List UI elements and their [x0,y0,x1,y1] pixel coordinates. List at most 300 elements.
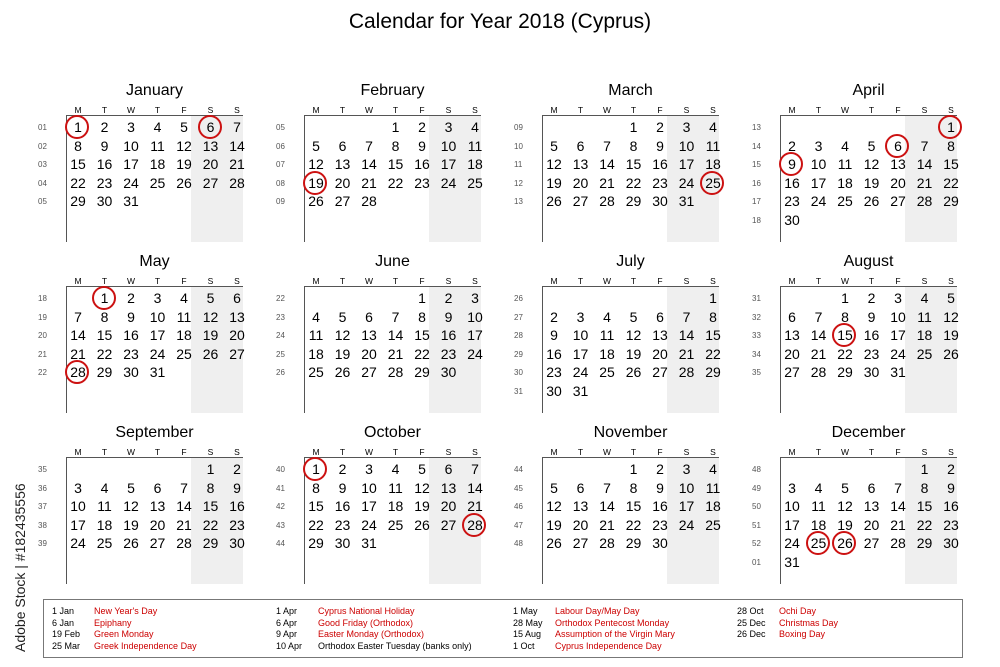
week-number: 05 [38,197,47,206]
page-title: Calendar for Year 2018 (Cyprus) [348,10,652,33]
day-header: S [948,276,954,286]
day-cell: 29 [837,364,853,380]
day-cell: 20 [572,174,589,191]
holiday-circle [65,115,89,139]
day-header: W [602,105,612,115]
day-header: F [895,105,901,115]
day-cell: 16 [123,327,139,343]
day-cell: 15 [387,156,404,172]
day-cell: 20 [652,345,668,362]
month-name: August [843,253,894,270]
day-cell: 25 [387,516,404,533]
day-cell: 20 [334,174,351,191]
day-header: W [126,276,136,286]
day-cell: 11 [388,479,403,496]
week-number: 46 [514,502,523,511]
week-number: 32 [752,312,761,322]
day-cell: 26 [414,516,430,533]
day-cell: 3 [788,479,796,496]
day-cell: 12 [202,308,219,325]
header-rule [66,286,243,287]
day-cell: 22 [202,516,219,533]
day-cell: 10 [678,479,695,496]
day-header: M [788,276,796,286]
month-name: October [364,424,421,441]
day-cell: 22 [70,174,86,191]
week-number: 35 [752,368,761,377]
day-cell: 28 [229,174,245,191]
day-header: F [419,276,425,286]
day-cell: 3 [153,290,162,306]
legend-column [513,606,733,652]
day-cell: 30 [229,535,245,551]
day-cell: 31 [890,364,906,380]
week-number: 44 [276,539,285,548]
day-header: W [126,447,136,457]
day-cell: 14 [599,156,615,172]
day-cell: 15 [202,498,219,514]
holiday-date: 28 Oct [737,606,764,616]
day-cell: 11 [467,137,483,154]
day-cell: 3 [127,119,135,135]
day-cell: 1 [920,461,929,477]
month-october [276,424,481,584]
holiday-circle [779,152,803,176]
day-header: F [181,447,187,457]
day-cell: 21 [387,345,404,362]
week-number: 45 [514,483,523,493]
day-cell: 27 [440,516,457,533]
day-cell: 30 [652,535,668,551]
day-header: S [472,105,478,115]
day-header: M [312,447,320,457]
month-name: March [608,82,653,99]
day-cell: 24 [572,364,589,380]
day-cell: 31 [784,553,800,570]
day-cell: 22 [387,174,404,191]
day-cell: 2 [100,119,109,135]
day-cell: 21 [70,345,86,362]
day-cell: 13 [361,327,377,343]
day-cell: 28 [599,193,615,209]
day-cell: 10 [810,156,827,172]
day-cell: 10 [890,308,906,325]
holiday-name: Labour Day/May Day [555,606,640,616]
day-cell: 21 [176,516,192,533]
holiday-name: Christmas Day [779,617,839,628]
month-name: December [831,424,906,441]
day-header: M [74,276,82,286]
week-number: 49 [752,483,761,493]
holiday-name: Greek Independence Day [94,640,197,651]
day-header: M [74,447,82,457]
day-cell: 10 [70,498,86,514]
holiday-name: Boxing Day [779,629,826,639]
day-cell: 11 [97,498,112,514]
week-number: 08 [276,178,285,188]
holiday-legend [43,599,963,658]
week-number: 29 [514,349,523,359]
day-cell: 30 [123,364,139,380]
day-cell: 26 [202,345,219,362]
day-cell: 20 [890,174,906,191]
day-header: W [126,105,136,115]
week-number: 18 [38,294,47,303]
day-header: T [339,276,346,286]
week-number: 13 [514,197,523,206]
day-cell: 23 [943,516,959,533]
header-rule [304,115,481,116]
day-cell: 27 [572,193,589,209]
day-cell: 15 [70,156,86,172]
holiday-name: Assumption of the Virgin Mary [555,629,675,639]
day-header: W [602,276,612,286]
day-cell: 19 [863,174,880,191]
watermark: Adobe Stock | #182435556 [12,483,28,652]
week-number: 20 [38,331,47,340]
day-cell: 1 [947,119,955,135]
day-cell: 23 [334,516,351,533]
month-name: June [375,253,410,270]
day-cell: 5 [312,137,320,154]
day-cell: 23 [96,174,113,191]
legend-column [52,606,272,652]
day-cell: 17 [890,327,906,343]
day-cell: 20 [202,156,219,172]
day-cell: 16 [96,156,113,172]
day-cell: 3 [471,290,479,306]
day-cell: 2 [656,461,664,477]
day-cell: 31 [678,193,695,209]
day-cell: 12 [123,498,139,514]
day-cell: 18 [176,327,192,343]
day-cell: 14 [678,327,695,343]
day-cell: 2 [867,290,876,306]
day-cell: 22 [943,174,959,191]
day-cell: 5 [841,479,849,496]
day-cell: 19 [123,516,139,533]
day-cell: 23 [123,345,139,362]
week-number: 16 [752,178,761,188]
day-cell: 9 [656,479,664,496]
day-cell: 5 [180,119,188,135]
day-cell: 6 [788,308,796,325]
day-cell: 12 [943,308,959,325]
header-rule [542,457,719,458]
day-cell: 30 [440,364,457,380]
day-cell: 7 [682,308,691,325]
day-header: F [181,276,187,286]
day-cell: 27 [229,345,245,362]
week-number: 39 [38,539,47,548]
day-cell: 4 [709,119,717,135]
day-cell: 14 [361,156,377,172]
day-cell: 28 [70,364,86,380]
holiday-name: Cyprus Independence Day [555,640,662,651]
day-cell: 7 [471,461,479,477]
header-rule [542,115,719,116]
day-cell: 29 [625,193,642,209]
week-number: 51 [752,520,761,530]
holiday-date: 25 Mar [52,640,81,651]
day-header: T [868,276,875,286]
day-cell: 18 [599,345,615,362]
week-number: 17 [752,197,761,206]
day-cell: 3 [682,461,691,477]
day-cell: 28 [361,193,377,209]
day-cell: 31 [361,535,377,551]
day-header: F [419,105,425,115]
month-july [514,253,719,413]
day-cell: 13 [229,308,245,325]
day-cell: 21 [678,345,695,362]
day-cell: 12 [308,156,324,172]
day-cell: 20 [149,516,166,533]
day-cell: 28 [467,516,483,533]
holiday-name: Green Monday [94,629,154,639]
day-cell: 28 [176,535,192,551]
day-cell: 3 [365,461,373,477]
week-number: 24 [276,331,285,340]
day-cell: 29 [705,364,721,380]
day-cell: 4 [603,308,611,325]
week-number: 35 [38,465,47,474]
day-cell: 31 [149,364,166,380]
day-cell: 27 [890,193,906,209]
week-number: 01 [38,123,47,132]
day-cell: 14 [916,156,933,172]
day-header: T [868,447,875,457]
day-cell: 2 [947,461,955,477]
day-header: W [840,105,850,115]
day-cell: 3 [814,137,823,154]
holiday-circle [462,513,486,537]
day-cell: 9 [338,479,347,496]
day-cell: 21 [916,174,933,191]
day-cell: 30 [652,193,668,209]
day-cell: 19 [414,498,430,514]
week-number: 38 [38,520,47,530]
day-cell: 11 [176,308,192,325]
day-cell: 4 [841,137,849,154]
week-number: 36 [38,483,47,493]
month-may [38,253,243,413]
day-cell: 12 [414,479,430,496]
day-cell: 6 [444,461,453,477]
day-cell: 24 [70,535,86,551]
day-cell: 11 [837,156,853,172]
day-cell: 26 [837,535,853,551]
day-cell: 10 [467,308,483,325]
day-cell: 24 [890,345,906,362]
day-cell: 17 [123,156,139,172]
day-cell: 15 [916,498,933,514]
day-cell: 4 [814,479,823,496]
day-cell: 24 [440,174,457,191]
day-header: T [577,276,584,286]
day-cell: 24 [678,516,695,533]
day-cell: 23 [784,193,800,209]
day-cell: 21 [810,345,827,362]
day-cell: 1 [418,290,426,306]
day-cell: 8 [629,137,638,154]
day-cell: 29 [202,535,219,551]
day-cell: 1 [629,461,638,477]
legend-row [513,618,733,630]
day-cell: 7 [233,119,241,135]
week-number: 23 [276,312,285,322]
day-header: M [312,105,320,115]
legend-row [52,606,272,618]
day-cell: 20 [863,516,880,533]
week-number: 44 [514,465,523,474]
holiday-date: 1 Apr [276,606,298,616]
day-header: S [948,447,954,457]
legend-row [276,606,496,618]
day-header: F [895,447,901,457]
holiday-circle [303,171,327,195]
day-cell: 10 [678,137,695,154]
day-cell: 1 [74,119,82,135]
day-cell: 1 [100,290,109,306]
day-cell: 5 [127,479,135,496]
week-number: 12 [514,178,523,188]
day-cell: 9 [867,308,876,325]
day-header: S [683,105,690,115]
day-header: T [154,105,161,115]
day-cell: 18 [837,174,853,191]
holiday-date: 10 Apr [276,640,303,651]
day-cell: 16 [652,498,668,514]
day-cell: 3 [576,308,585,325]
day-cell: 9 [947,479,955,496]
day-header: S [683,447,690,457]
month-april [752,82,957,242]
day-cell: 17 [467,327,483,343]
day-cell: 20 [229,327,245,343]
day-cell: 27 [361,364,377,380]
day-cell: 6 [867,479,876,496]
day-cell: 7 [391,308,400,325]
holiday-circle [832,323,856,347]
day-cell: 28 [890,535,906,551]
day-cell: 4 [471,119,479,135]
day-cell: 16 [334,498,351,514]
day-cell: 5 [629,308,638,325]
week-number: 26 [276,368,285,377]
day-cell: 21 [467,498,483,514]
week-number: 04 [38,178,47,188]
day-header: S [472,276,478,286]
day-cell: 2 [233,461,241,477]
legend-row [737,629,957,641]
day-cell: 17 [810,174,827,191]
month-name: September [115,424,194,441]
day-header: T [392,447,399,457]
day-cell: 25 [705,174,721,191]
day-cell: 22 [96,345,113,362]
day-cell: 17 [440,156,457,172]
day-cell: 8 [391,137,400,154]
day-cell: 10 [361,479,377,496]
day-cell: 10 [149,308,166,325]
day-cell: 16 [229,498,245,514]
week-number: 21 [38,349,47,359]
week-number: 14 [752,141,761,151]
day-cell: 11 [599,327,615,343]
day-cell: 23 [546,364,562,380]
day-cell: 5 [418,461,426,477]
day-cell: 1 [709,290,717,306]
day-header: W [364,276,374,286]
day-header: S [445,447,452,457]
day-cell: 13 [149,498,166,514]
day-cell: 10 [572,327,589,343]
week-number: 09 [276,197,285,206]
day-cell: 14 [176,498,192,514]
day-header: F [657,276,663,286]
week-number: 52 [752,539,761,548]
week-number: 13 [752,123,761,132]
day-cell: 13 [652,327,668,343]
day-header: T [154,276,161,286]
day-cell: 4 [312,308,320,325]
day-cell: 24 [361,516,377,533]
day-cell: 20 [784,345,800,362]
legend-row [276,618,496,630]
holiday-name: Easter Monday (Orthodox) [318,629,425,639]
day-cell: 8 [206,479,215,496]
day-cell: 8 [841,308,849,325]
day-header: T [392,276,399,286]
month-september [38,424,243,584]
day-cell: 25 [916,345,933,362]
day-cell: 8 [74,137,82,154]
day-cell: 21 [229,156,245,172]
day-header: S [683,276,690,286]
header-rule [780,457,957,458]
day-cell: 18 [149,156,166,172]
day-cell: 17 [784,516,800,533]
day-cell: 29 [943,193,959,209]
day-cell: 19 [176,156,192,172]
day-header: S [234,276,240,286]
day-cell: 14 [467,479,483,496]
day-header: W [364,447,374,457]
day-cell: 3 [894,290,902,306]
day-cell: 17 [149,327,166,343]
day-cell: 23 [652,516,668,533]
day-header: T [101,447,108,457]
day-cell: 8 [947,137,955,154]
day-cell: 18 [810,516,827,533]
day-header: T [630,447,637,457]
day-cell: 19 [943,327,959,343]
week-number: 05 [276,123,285,132]
week-number: 31 [752,294,761,303]
day-cell: 28 [810,364,827,380]
legend-row [513,629,733,641]
day-cell: 26 [123,535,139,551]
day-header: M [550,447,558,457]
day-cell: 25 [705,516,721,533]
day-cell: 18 [705,156,721,172]
day-header: S [710,447,716,457]
holiday-name: Cyprus National Holiday [318,606,415,616]
day-cell: 23 [863,345,880,362]
legend-row [513,606,733,618]
day-cell: 7 [814,308,823,325]
